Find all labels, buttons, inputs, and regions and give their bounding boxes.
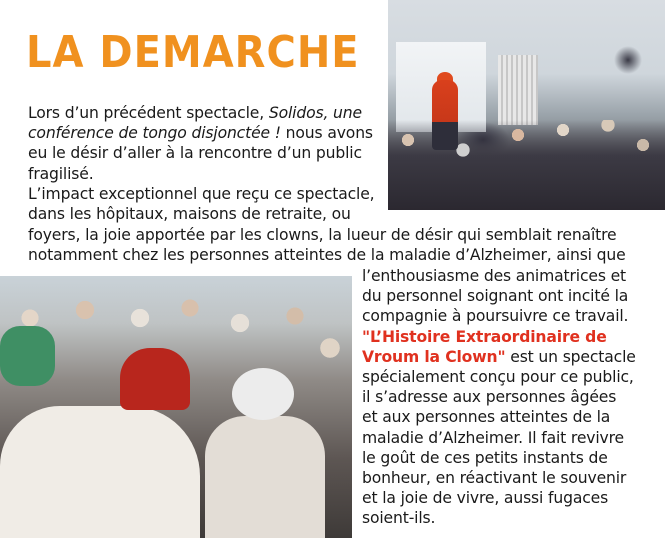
paragraph-impact-wide: foyers, la joie apportée par les clowns, la lueur de désir qui semblait renaître notamment chez les personnes atteintes de la maladie d’Alzheimer, ainsi que (28, 226, 626, 265)
clown-performance-photo (388, 0, 665, 210)
audience-photo (0, 276, 352, 538)
paragraph-impact-start: L’impact exceptionnel que reçu ce spectacle, dans les hôpitaux, maisons de retraite, ou (28, 185, 375, 224)
paragraph-show-description: l’enthousiasme des animatrices et du personnel soignant ont incité la compagnie à poursuivre ce travail. "L’Histoire Extraordinaire de Vroum la Clown" est un spectacle spécialement conçu pour ce public, il s’adresse aux personnes âgées et aux personnes atteintes de la maladie d’Alzheimer. Il fait revivre le goût de ces petits instants de bonheur, en réactivant le souvenir et la joie de vivre, aussi fugaces soient-ils. (362, 267, 636, 528)
paragraph-intro: Lors d’un précédent spectacle, Solidos, une conférence de tongo disjonctée ! nous avons eu le désir d’aller à la rencontre d’un public fragilisé. (28, 104, 373, 183)
page-title: LA DEMARCHE (26, 28, 360, 78)
show-title-highlight: "L’Histoire Extraordinaire de (362, 327, 607, 346)
